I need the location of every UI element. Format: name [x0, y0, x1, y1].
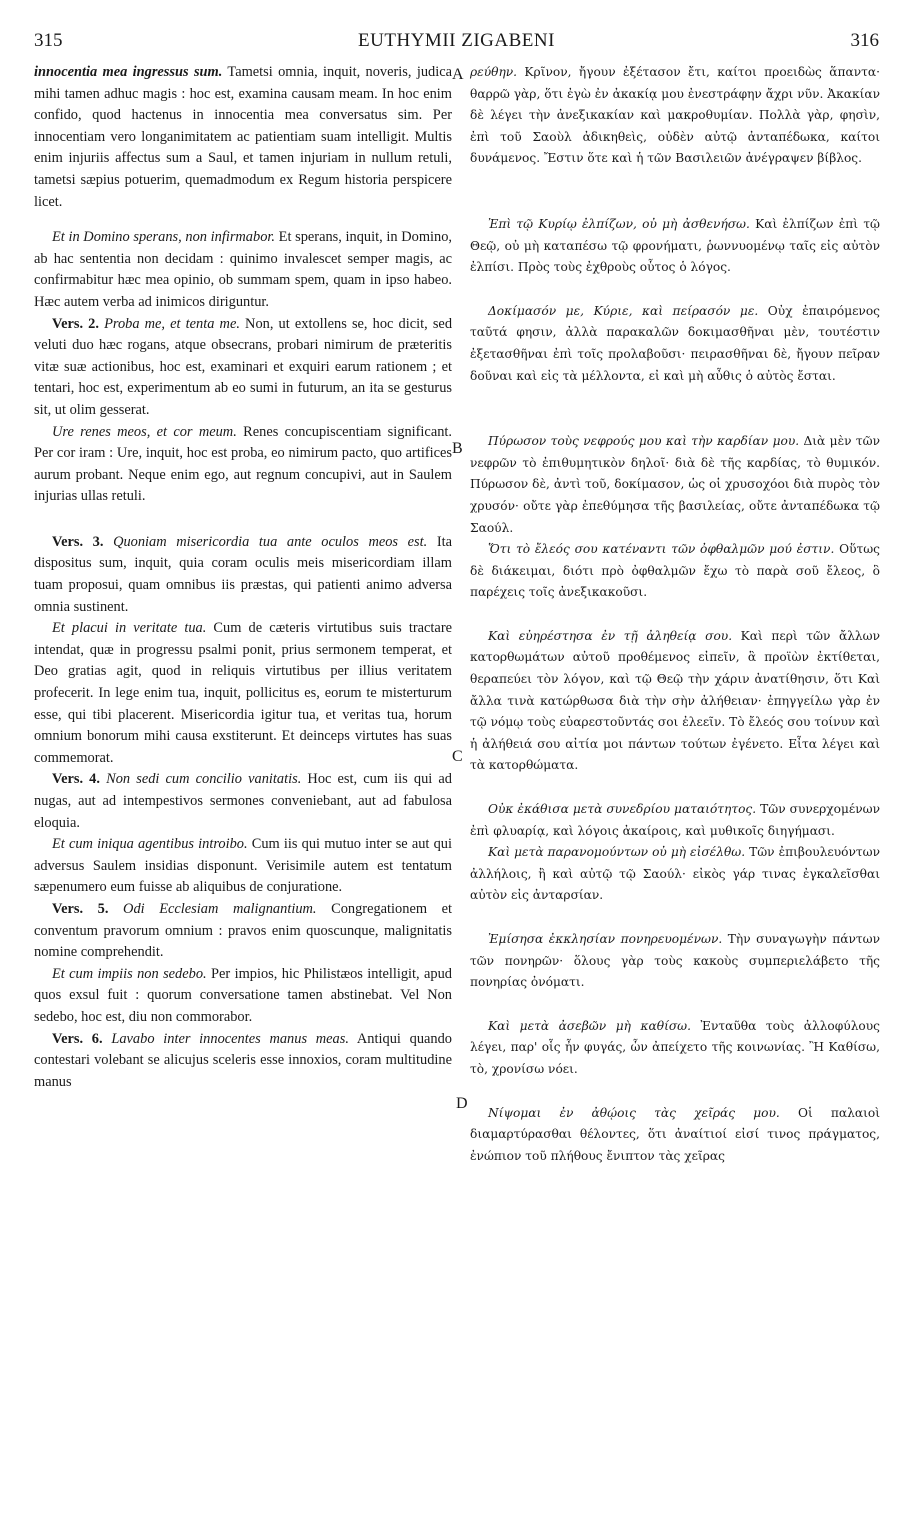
latin-column: [34, 62, 452, 1093]
latin-lemma: Et in Domino sperans, non infirmabor.: [52, 229, 275, 246]
greek-lemma: ρεύθην.: [470, 65, 518, 79]
greek-text: Κρῖνον, ἤγουν ἐξέτασον ἔτι, καίτοι προειδὼς ἅπαντα· θαρρῶ γὰρ, ὅτι ἐγὼ ἐν ἀκακίᾳ μου ἐνεστράφην ἄχρι νῦν. Ἀκακίαν δὲ λέγει τὴν ἀνεξικακίαν καὶ μακροθυμίαν. Πολλὰ γὰρ, φησὶν, ἐπὶ τοῦ Σαοὺλ ἀδικηθεὶς, οὐδὲν αὐτῷ ἀνταπέδωκα, καίτοι δυνάμενος. Ἔστιν ὅτε καὶ ἡ τῶν Βασιλειῶν ἀνέγραψεν βίβλος.: [470, 65, 880, 166]
latin-text: Congregationem et conventum pravorum omnium : pravos enim quoscunque, malignitatis nomine comprehendit.: [34, 900, 453, 961]
page-number-right: 316: [850, 30, 879, 51]
greek-text: Ἐνταῦθα τοὺς ἀλλοφύλους λέγει, παρ' οἷς ἦν φυγάς, ὧν ἀπείχετο τῆς κοινωνίας. Ἢ Καθίσω, τὸ, χρονίσω νόει.: [470, 1018, 880, 1076]
greek-paragraph: [470, 431, 880, 539]
greek-lemma: Καὶ εὐηρέστησα ἐν τῇ ἀληθείᾳ σου.: [488, 628, 733, 643]
margin-marker-b: B: [452, 440, 463, 457]
greek-text: Καὶ περὶ τῶν ἄλλων κατορθωμάτων αὐτοῦ προθέμενος εἰπεῖν, ἃ προϊὼν ἐκτίθεται, θεραπεύει τὸν λόγον, καὶ τῷ Θεῷ τὴν χάριν ἀνατίθησιν, ὅτι Καὶ ἄλλα τινὰ κατώρθωσα διὰ τὴν σὴν ἀλήθειαν· ἐπηγγείλω γὰρ ἐν τῷ νόμῳ τοὺς εὐαρεστοῦντάς σοι ἐλεεῖν. Τὸ ἔλεός σου τοίνυν καὶ ἡ ἀλήθειά σου αἰτία μοι πάντων τούτων ἐγένετο. Εἶτα λέγει καὶ τὰ κατορθώματα.: [470, 628, 880, 773]
latin-paragraph: [34, 1029, 452, 1094]
latin-lemma: innocentia mea ingressus sum.: [34, 64, 223, 80]
verse-number: Vers. 5.: [52, 900, 109, 917]
latin-lemma: Odi Ecclesiam malignantium.: [123, 900, 317, 917]
greek-paragraph: [470, 929, 880, 994]
latin-text: Hoc est, cum iis qui ad nugas, aut ad intempestivos sermones conveniebant, aut ad fabulosa eloquia.: [34, 771, 452, 831]
latin-text: Et sperans, inquit, in Domino, ab hac sententia non decidam : quinimo invalescet semper magis, ac confirmabitur hæc mea opinio, ob summam spem, quam in ipso habeo. Hæc autem verba ad inimicos diriguntur.: [34, 229, 452, 310]
running-title: EUTHYMII ZIGABENI: [358, 30, 555, 51]
margin-marker-a: A: [452, 66, 464, 83]
greek-text: Τῶν συνερχομένων ἐπὶ φλυαρίᾳ, καὶ λόγοις ἀκαίροις, καὶ μυθικοῖς διηγήμασι.: [470, 802, 880, 838]
latin-paragraph: [34, 227, 452, 313]
latin-paragraph: [34, 314, 452, 422]
greek-lemma: Ἐμίσησα ἐκκλησίαν πονηρευομένων.: [488, 932, 723, 946]
latin-lemma: Et placui in veritate tua.: [52, 620, 207, 637]
greek-paragraph: [470, 1103, 880, 1168]
page-number-left: 315: [34, 30, 63, 51]
greek-text: Διὰ μὲν τῶν νεφρῶν τὸ ἐπιθυμητικὸν δηλοῖ· διὰ δὲ τῆς καρδίας, τὸ θυμικόν. Πύρωσον δὲ, ἀντὶ τοῦ, δοκίμασον, ὡς οἱ χρυσοχόοι διὰ πυρὸς τὸν χρυσόν· οὔτε γὰρ ἐπεθύμησα τῆς βασιλείας, οὔτε ἀνταπέδωκα τῷ Σαούλ.: [470, 434, 880, 535]
latin-text: Cum iis qui mutuo inter se aut qui adversus Saulem insidias disponunt. Verisimile autem est tentatum sæpenumero eum fuisse ab aliquibus de conjuratione.: [34, 836, 452, 896]
latin-lemma: Lavabo inter innocentes manus meas.: [111, 1030, 349, 1047]
greek-column: [470, 62, 880, 1167]
greek-lemma: Ὅτι τὸ ἔλεός σου κατέναντι τῶν ὀφθαλμῶν μού ἐστιν.: [488, 542, 835, 557]
latin-text: Tametsi omnia, inquit, noveris, judica mihi tamen adhuc magis : hoc est, examina causam meam. In hoc enim confido, quod hactenus in innocentia mea conversatus sim. Per innocentiam vero longanimitatem ac patientiam suam intelligit. Multis enim injuriis affectus sum a Saul, et tamen injuriam in nullum retuli, tametsi sæpius potuerim, quemadmodum ex Regum historia perspicere licet.: [34, 64, 452, 210]
greek-lemma: Δοκίμασόν με, Κύριε, καὶ πείρασόν με.: [488, 303, 759, 318]
greek-text: Οἱ παλαιοὶ διαμαρτύρασθαι θέλοντες, ὅτι ἀναίτιοί εἰσί τινος πράγματος, ἐνώπιον τοῦ πλήθους ἔνιπτον τὰς χεῖρας: [470, 1105, 880, 1163]
latin-text: Renes concupiscentiam significant. Per cor iram : Ure, inquit, hoc est proba, eo nimirum pacto, quo artifices aurum probant. Neque enim ego, aut regnum concupivi, aut in Saulem injurias ullas retuli.: [34, 423, 452, 505]
latin-lemma: Proba me, et tenta me.: [104, 315, 240, 332]
greek-text: Τῶν ἐπιβουλευόντων ἀλλήλοις, ἢ καὶ αὐτῷ τῷ Σαούλ· εἰκὸς γάρ τινας ἐγκαλεῖσθαι αὐτὸν εἰς ἀνταρσίαν.: [470, 845, 880, 903]
greek-text: Οὐχ ἐπαιρόμενος ταῦτά φησιν, ἀλλὰ παρακαλῶν δοκιμασθῆναι μὲν, τουτέστιν ἐξετασθῆναι ἐπὶ τοῖς προλαβοῦσι· πειρασθῆναι δὲ, ἤγουν πεῖραν δοῦναι καὶ εἰς τὰ μέλλοντα, εἰ καὶ μὴ αὖθις ὁ αὐτὸς ἔσται.: [470, 303, 880, 383]
page-header: [34, 30, 879, 56]
latin-lemma: Quoniam misericordia tua ante oculos meos est.: [113, 533, 428, 550]
greek-lemma: Οὐκ ἐκάθισα μετὰ συνεδρίου ματαιότητος.: [488, 802, 757, 817]
verse-number: Vers. 6.: [52, 1030, 103, 1047]
greek-paragraph: [470, 626, 880, 777]
greek-lemma: Πύρωσον τοὺς νεφρούς μου καὶ τὴν καρδίαν μου.: [488, 434, 800, 449]
latin-paragraph: [34, 769, 452, 834]
greek-text: Οὕτως δὲ διάκειμαι, διότι πρὸ ὀφθαλμῶν ἔχω τὸ παρὰ σοῦ ἔλεος, ὃ παρέχεις τοῖς ἀνεξικακοῦσι.: [470, 542, 880, 600]
latin-paragraph: [34, 62, 452, 213]
latin-text: Antiqui quando contestari volebant se alicujus sceleris esse innoxios, coram multitudine manus: [34, 1030, 452, 1090]
greek-paragraph: [470, 1016, 880, 1081]
latin-paragraph: [34, 834, 452, 899]
margin-marker-d: D: [456, 1095, 468, 1112]
latin-paragraph: [34, 964, 452, 1029]
greek-text: Τὴν συναγωγὴν πάντων τῶν πονηρῶν· ὅλους γὰρ τοὺς κακοὺς συμπεριελάβετο τῆς πονηρίας ὀνόματι.: [470, 932, 880, 990]
latin-text: Ita dispositus sum, inquit, quia coram oculis meis misericordiam illam tuam proposui, quam omnibus iis præstas, qui patienti animo adversa omnia sustinent.: [34, 533, 453, 615]
latin-text: Per impios, hic Philistæos intelligit, apud quos exsul fuit : quorum conversatione tamen abstinebat. Vel Non sedebo, hoc est, diu non commorabor.: [34, 965, 452, 1025]
greek-paragraph: [470, 799, 880, 842]
verse-number: Vers. 2.: [52, 315, 99, 332]
greek-paragraph: [470, 62, 880, 170]
greek-text: Καὶ ἐλπίζων ἐπὶ τῷ Θεῷ, οὐ μὴ καταπέσω τῷ φρονήματι, ῥωννυομένῳ ταῖς εἰς αὐτὸν ἐλπίσι. Πρὸς τοὺς ἐχθροὺς οὗτος ὁ λόγος.: [470, 216, 880, 275]
latin-paragraph: [34, 618, 452, 769]
latin-lemma: Et cum iniqua agentibus introibo.: [52, 836, 248, 853]
latin-text: Non, ut extollens se, hoc dicit, sed veluti duo hæc rogans, atque obsecrans, probari nimirum de præteritis vitæ suæ actionibus, hoc est, examinari et exquiri earum rationem ; et tentari, hoc est, experimentum ab eo sumi in futurum, an ita se gesturus sit, ut olim gesserat.: [34, 315, 453, 418]
latin-lemma: Et cum impiis non sedebo.: [52, 965, 207, 982]
latin-paragraph: [34, 422, 452, 508]
latin-lemma: Non sedi cum concilio vanitatis.: [106, 771, 302, 788]
greek-paragraph: [470, 842, 880, 907]
latin-text: Cum de cæteris virtutibus suis tractare intendat, quæ in progressu psalmi ponit, prius sermonem temperat, et Deo gratias agit, quod in reliquis virtutibus per illius veritatem profecerit. In lege enim tua, inquit, pollicitus es, eorum te misterturum esse, qui tibi placerent. Misericordia igitur tua, et veritas tua, horum omnium bonorum mihi causa exstiterunt. Et deinceps virtutes has suas commemorat.: [34, 620, 453, 766]
greek-lemma: Καὶ μετὰ ἀσεβῶν μὴ καθίσω.: [488, 1018, 691, 1033]
greek-paragraph: [470, 214, 880, 279]
greek-lemma: Νίψομαι ἐν ἀθῴοις τὰς χεῖράς μου.: [488, 1105, 780, 1120]
greek-lemma: Καὶ μετὰ παρανομούντων οὐ μὴ εἰσέλθω.: [488, 845, 746, 860]
greek-lemma: Ἐπὶ τῷ Κυρίῳ ἐλπίζων, οὐ μὴ ἀσθενήσω.: [488, 216, 750, 231]
latin-paragraph: [34, 532, 452, 618]
greek-paragraph: [470, 301, 880, 387]
latin-lemma: Ure renes meos, et cor meum.: [52, 423, 237, 440]
verse-number: Vers. 3.: [52, 533, 104, 550]
latin-paragraph: [34, 899, 452, 964]
margin-marker-c: C: [452, 748, 463, 765]
greek-paragraph: [470, 539, 880, 604]
verse-number: Vers. 4.: [52, 771, 100, 788]
